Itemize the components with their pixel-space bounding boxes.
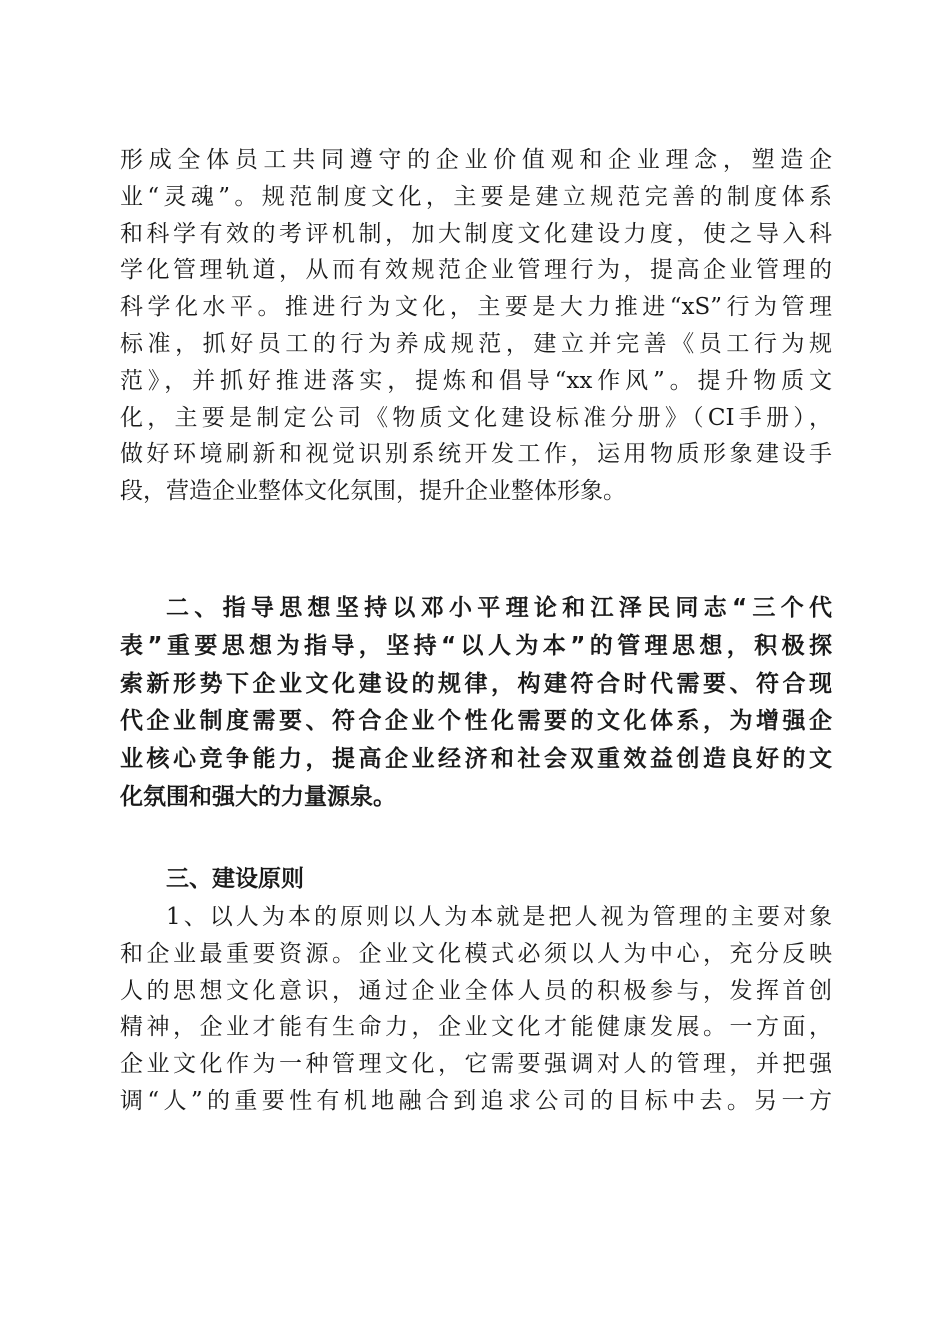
- text-line: 学化管理轨道，从而有效规范企业管理行为，提高企业管理的: [120, 257, 832, 284]
- section-heading-line: 二、指导思想坚持以邓小平理论和江泽民同志“三个代: [166, 595, 832, 621]
- text-line: 标准，抓好员工的行为养成规范，建立并完善《员工行为规: [120, 330, 832, 357]
- section-guiding-ideology: [120, 590, 832, 817]
- text-line: 范》，并抓好推进落实，提炼和倡导“xx作风”。提升物质文: [120, 367, 832, 394]
- text-line: 调“人”的重要性有机地融合到追求公司的目标中去。另一方: [120, 1087, 832, 1114]
- text-line: 化氛围和强大的力量源泉。: [120, 783, 396, 810]
- text-line: 做好环境刷新和视觉识别系统开发工作，运用物质形象建设手: [120, 441, 832, 468]
- text-line: 科学化水平。推进行为文化，主要是大力推进“xS”行为管理: [120, 294, 832, 321]
- text-line: 业核心竞争能力，提高企业经济和社会双重效益创造良好的文: [120, 746, 832, 773]
- text-line: 1、以人为本的原则以人为本就是把人视为管理的主要对象: [166, 904, 832, 930]
- text-line: 人的思想文化意识，通过企业全体人员的积极参与，发挥首创: [120, 977, 832, 1004]
- text-line: 化，主要是制定公司《物质文化建设标准分册》（CI手册），: [120, 404, 832, 431]
- text-line: 代企业制度需要、符合企业个性化需要的文化体系，为增强企: [120, 708, 832, 735]
- text-line: 企业文化作为一种管理文化，它需要强调对人的管理，并把强: [120, 1051, 832, 1078]
- text-line: 业“灵魂”。规范制度文化，主要是建立规范完善的制度体系: [120, 183, 832, 210]
- text-line: 和企业最重要资源。企业文化模式必须以人为中心，充分反映: [120, 940, 832, 967]
- text-line: 表”重要思想为指导，坚持“以人为本”的管理思想，积极探: [120, 632, 832, 659]
- text-line: 形成全体员工共同遵守的企业价值观和企业理念，塑造企: [120, 147, 832, 173]
- text-line: 索新形势下企业文化建设的规律，构建符合时代需要、符合现: [120, 670, 832, 697]
- text-line: 和科学有效的考评机制，加大制度文化建设力度，使之导入科: [120, 220, 832, 247]
- text-line: 段，营造企业整体文化氛围，提升企业整体形象。: [120, 478, 626, 505]
- section-heading: 三、建设原则: [166, 866, 304, 892]
- text-line: 精神，企业才能有生命力，企业文化才能健康发展。一方面，: [120, 1014, 832, 1041]
- section-principles-heading: [120, 861, 832, 899]
- paragraph-culture-system: [120, 142, 832, 510]
- paragraph-people-oriented: [120, 899, 832, 1120]
